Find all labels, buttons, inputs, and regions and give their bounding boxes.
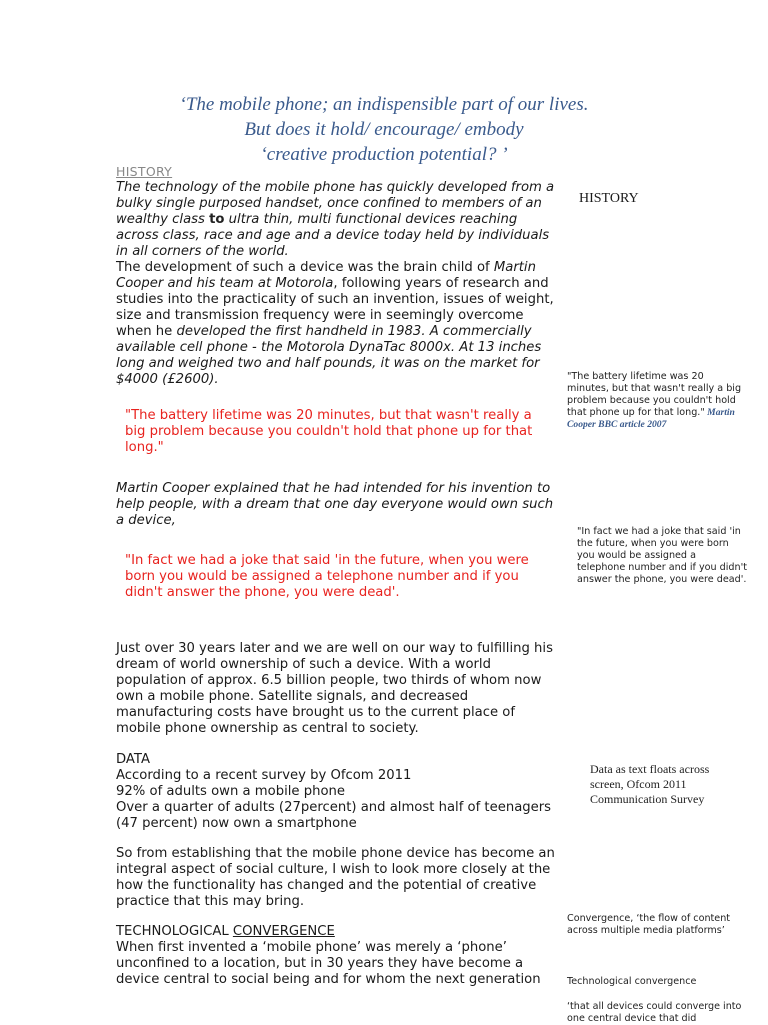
sidebar-note-data: Data as text floats across screen, Ofcom 2011 Communication Survey (590, 762, 710, 806)
title-line-3: ‘creative production potential? ’ (260, 144, 508, 165)
data-line-3: Over a quarter of adults (27percent) and almost half of teenagers (47 percent) now own a smartphone (116, 800, 552, 831)
sidebar-note-convergence: Convergence, ‘the flow of content across multiple media platforms’ (567, 913, 731, 936)
history-paragraph-3: Martin Cooper explained that he had intended for his invention to help people, with a dream that one day everyone would own such a device, (116, 481, 554, 528)
document-title (0, 92, 768, 167)
data-line-1: According to a recent survey by Ofcom 2011 (116, 768, 412, 783)
sidebar-note-devices: ‘that all devices could converge into one central device that did (567, 1001, 742, 1024)
data-line-2: 92% of adults own a mobile phone (116, 784, 345, 799)
convergence-paragraph: When first invented a ‘mobile phone’ was merely a ‘phone’ unconfined to a location, but in 30 years they have become a device central to social being and for whom the next generation (116, 940, 541, 987)
sidebar-history-heading: HISTORY (579, 191, 639, 206)
history-paragraph-2: The development of such a device was the brain child of Martin Cooper and his team at Motorola, following years of research and studies into the practicality of such an invention, issues of weight, size and transmission frequency were in seemingly overcome when he developed the first handheld in 1983. A commercially available cell phone - the Motorola DynaTac 8000x. At 13 inches long and weighed two and half pounds, it was on the market for $4000 (£2600). (116, 260, 554, 387)
quote-joke: "In fact we had a joke that said 'in the future, when you were born you would be assigned a telephone number and if you didn't answer the phone, you were dead'. (125, 553, 529, 600)
data-heading: DATA (116, 752, 150, 767)
title-line-1: ‘The mobile phone; an indispensible part of our lives. (179, 94, 589, 115)
sidebar-note-battery: "The battery lifetime was 20 minutes, but that wasn't really a big problem because you couldn't hold that phone up for that long." Martin Cooper BBC article 2007 (567, 371, 742, 430)
sidebar-note-tech-convergence: Technological convergence (567, 976, 697, 987)
convergence-heading: TECHNOLOGICAL CONVERGENCE (116, 924, 335, 939)
data-paragraph: So from establishing that the mobile phone device has become an integral aspect of social culture, I wish to look more closely at the how the functionality has changed and the potential of creative practice that this may bring. (116, 846, 555, 909)
title-line-2: But does it hold/ encourage/ embody (244, 119, 524, 140)
quote-battery: "The battery lifetime was 20 minutes, but that wasn't really a big problem because you couldn't hold that phone up for that long." (125, 408, 533, 455)
sidebar-note-joke: "In fact we had a joke that said 'in the future, when you were born you would be assigned a telephone number and if you didn't answer the phone, you were dead'. (577, 526, 747, 585)
history-paragraph-1: The technology of the mobile phone has quickly developed from a bulky single purposed handset, once confined to members of an wealthy class to ultra thin, multi functional devices reaching across class, race and age and a device today held by individuals in all corners of the world. (116, 180, 555, 259)
history-paragraph-4: Just over 30 years later and we are well on our way to fulfilling his dream of world ownership of such a device. With a world population of approx. 6.5 billion people, two thirds of whom now own a mobile phone. Satellite signals, and decreased manufacturing costs have brought us to the current place of mobile phone ownership as central to society. (116, 641, 553, 736)
history-heading: HISTORY (116, 164, 173, 179)
